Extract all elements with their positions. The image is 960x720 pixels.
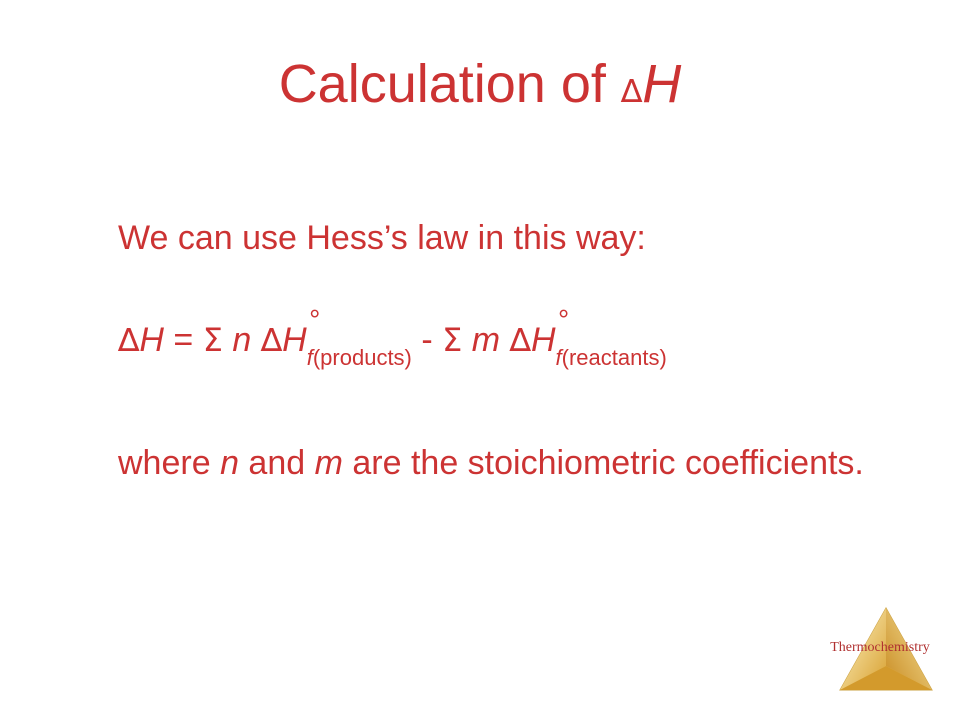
formation-subscript: f (306, 345, 313, 370)
coefficient-n: n (222, 321, 261, 359)
enthalpy-products-term (282, 304, 412, 370)
equation-variable: H (139, 321, 164, 359)
delta-symbol: ∆ (260, 321, 283, 359)
enthalpy-equation (118, 304, 667, 370)
coefficient-m: m (462, 321, 510, 359)
delta-symbol: ∆ (620, 72, 643, 110)
title-variable: H (642, 54, 682, 114)
delta-symbol: ∆ (509, 321, 531, 359)
sigma-symbol: Σ (442, 321, 463, 359)
slide-title (0, 48, 960, 127)
equation-variable: H (530, 321, 556, 359)
note-text: and (238, 444, 315, 482)
enthalpy-reactants-term (530, 304, 667, 370)
minus-sign: - (411, 321, 443, 359)
degree-symbol: ° (557, 304, 570, 335)
reactants-subscript: (reactants) (561, 345, 667, 370)
degree-symbol: ° (309, 304, 321, 335)
coefficients-note (118, 443, 898, 483)
note-text: where (118, 444, 221, 482)
products-subscript: (products) (312, 345, 412, 370)
delta-symbol: ∆ (118, 321, 140, 359)
note-n: n (220, 444, 239, 482)
intro-text: We can use Hess’s law in this way: (118, 219, 646, 257)
sigma-symbol: Σ (202, 321, 223, 359)
note-text: are the stoichiometric coefficients. (342, 444, 864, 482)
note-m: m (314, 444, 343, 482)
formation-subscript: f (555, 345, 562, 370)
equation-variable: H (282, 321, 307, 359)
badge-label: Thermochemistry (830, 640, 930, 655)
equals-sign: = (163, 321, 203, 359)
title-text: Calculation of (278, 54, 621, 114)
